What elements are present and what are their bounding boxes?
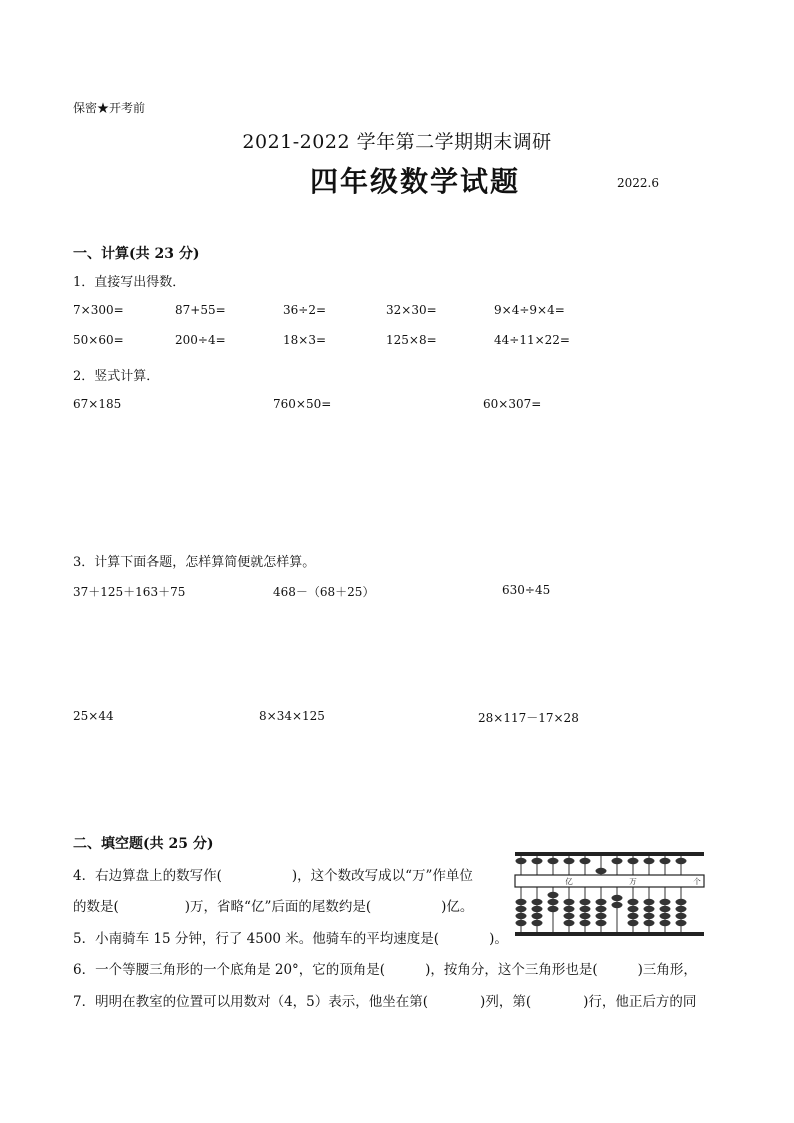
q6-line xyxy=(73,958,697,978)
abacus-lower-bead xyxy=(644,906,655,912)
q3-row2-item: 25×44 xyxy=(73,709,114,723)
abacus-lower-bead xyxy=(644,913,655,919)
q4-line2-text-b: )万，省略“亿”后面的尾数约是( xyxy=(184,899,372,915)
abacus-lower-bead xyxy=(612,902,623,908)
q2-label: 2．竖式计算． xyxy=(73,369,160,384)
abacus-upper-bead xyxy=(580,858,591,864)
q1-row1-item: 36÷2= xyxy=(283,303,327,317)
abacus-lower-bead xyxy=(516,913,527,919)
abacus-lower-bead xyxy=(532,913,543,919)
q1-row1-item: 32×30= xyxy=(386,303,437,317)
q6-text-a: 6．一个等腰三角形的一个底角是 20°，它的顶角是( xyxy=(73,962,386,978)
q1-row2-item: 18×3= xyxy=(283,333,327,347)
q4-line1 xyxy=(73,864,473,884)
abacus-lower-bead xyxy=(580,899,591,905)
abacus-lower-bead xyxy=(660,920,671,926)
abacus-lower-bead xyxy=(676,899,687,905)
abacus-lower-bead xyxy=(580,906,591,912)
abacus-bottom-frame xyxy=(515,932,704,936)
abacus-label-yi: 亿 xyxy=(565,877,573,886)
abacus-lower-bead xyxy=(660,913,671,919)
abacus-beam xyxy=(515,875,704,887)
abacus-lower-bead xyxy=(596,913,607,919)
abacus-lower-bead xyxy=(660,899,671,905)
abacus-lower-bead xyxy=(596,906,607,912)
abacus-lower-bead xyxy=(532,899,543,905)
q5-line xyxy=(73,927,508,947)
q1-row2-item: 125×8= xyxy=(386,333,437,347)
abacus-upper-bead xyxy=(660,858,671,864)
q2-item: 760×50= xyxy=(273,397,332,411)
abacus-label-wan: 万 xyxy=(629,877,637,886)
abacus-upper-bead xyxy=(532,858,543,864)
abacus-upper-bead xyxy=(644,858,655,864)
q3-row1-item: 468－（68＋25） xyxy=(273,585,375,599)
q2-item: 67×185 xyxy=(73,397,122,411)
abacus-lower-bead xyxy=(644,920,655,926)
abacus-lower-bead xyxy=(676,906,687,912)
abacus-upper-bead xyxy=(516,858,527,864)
q3-label: 3．计算下面各题，怎样算简便就怎样算。 xyxy=(73,555,316,570)
q5-text-b: )。 xyxy=(489,931,508,947)
q5-text-a: 5．小南骑车 15 分钟，行了 4500 米。他骑车的平均速度是( xyxy=(73,931,440,947)
abacus-figure xyxy=(513,850,706,938)
abacus-upper-bead xyxy=(564,858,575,864)
abacus-lower-bead xyxy=(516,906,527,912)
abacus-lower-bead xyxy=(564,899,575,905)
q7-text-c: )行，他正后方的同 xyxy=(583,994,697,1010)
abacus-lower-bead xyxy=(532,906,543,912)
abacus-lower-bead xyxy=(580,920,591,926)
abacus-lower-bead xyxy=(596,899,607,905)
abacus-upper-bead xyxy=(596,868,607,874)
q6-text-b: )，按角分，这个三角形也是( xyxy=(425,962,598,978)
abacus-lower-bead xyxy=(580,913,591,919)
abacus-lower-bead xyxy=(676,913,687,919)
q1-row2-item: 44÷11×22= xyxy=(494,333,570,347)
abacus-lower-bead xyxy=(596,920,607,926)
abacus-lower-bead xyxy=(612,895,623,901)
q7-text-a: 7．明明在教室的位置可以用数对（4，5）表示，他坐在第( xyxy=(73,994,429,1010)
abacus-lower-bead xyxy=(548,899,559,905)
abacus-upper-bead xyxy=(676,858,687,864)
abacus-lower-bead xyxy=(628,920,639,926)
q3-row2-item: 28×117－17×28 xyxy=(478,711,579,725)
q3-row2-item: 8×34×125 xyxy=(259,709,325,723)
abacus-lower-bead xyxy=(628,899,639,905)
q3-row1-item: 630÷45 xyxy=(502,583,551,597)
abacus-upper-bead xyxy=(612,858,623,864)
abacus-lower-bead xyxy=(564,906,575,912)
confidential-label: 保密★开考前 xyxy=(73,101,146,115)
q1-label: 1．直接写出得数． xyxy=(73,275,186,290)
exam-date: 2022.6 xyxy=(617,176,659,190)
abacus-lower-bead xyxy=(564,913,575,919)
q1-row2-item: 50×60= xyxy=(73,333,124,347)
abacus-lower-bead xyxy=(548,892,559,898)
abacus-lower-bead xyxy=(676,920,687,926)
section1-heading: 一、计算(共 23 分) xyxy=(73,246,200,262)
abacus-upper-bead xyxy=(628,858,639,864)
abacus-lower-bead xyxy=(564,920,575,926)
abacus-lower-bead xyxy=(628,913,639,919)
abacus-upper-bead xyxy=(548,858,559,864)
q1-row2-item: 200÷4= xyxy=(175,333,226,347)
abacus-lower-bead xyxy=(516,899,527,905)
q2-item: 60×307= xyxy=(483,397,542,411)
section2-heading: 二、填空题(共 25 分) xyxy=(73,836,214,852)
q4-line2-text-a: 的数是( xyxy=(73,899,119,915)
q1-row1-item: 87+55= xyxy=(175,303,226,317)
q4-line2-text-c: )亿。 xyxy=(441,899,474,915)
abacus-lower-bead xyxy=(644,899,655,905)
q4-line1-text-b: )，这个数改写成以“万”作单位 xyxy=(291,868,473,884)
q1-row1-item: 7×300= xyxy=(73,303,124,317)
abacus-lower-bead xyxy=(532,920,543,926)
abacus-lower-bead xyxy=(548,906,559,912)
abacus-top-frame xyxy=(515,852,704,856)
q1-row1-item: 9×4÷9×4= xyxy=(494,303,565,317)
abacus-lower-bead xyxy=(660,906,671,912)
abacus-lower-bead xyxy=(628,906,639,912)
q7-text-b: )列，第( xyxy=(480,994,532,1010)
abacus-label-ge: 个 xyxy=(693,877,701,886)
q6-text-c: )三角形， xyxy=(637,962,697,978)
q4-line1-text-a: 4．右边算盘上的数写作( xyxy=(73,868,222,884)
q7-line xyxy=(73,990,696,1010)
abacus-lower-bead xyxy=(516,920,527,926)
q4-line2 xyxy=(73,895,473,915)
exam-title-line1: 2021-2022 学年第二学期期末调研 xyxy=(242,131,552,153)
exam-title-line2: 四年级数学试题 xyxy=(310,165,521,198)
q3-row1-item: 37＋125＋163＋75 xyxy=(73,585,186,599)
